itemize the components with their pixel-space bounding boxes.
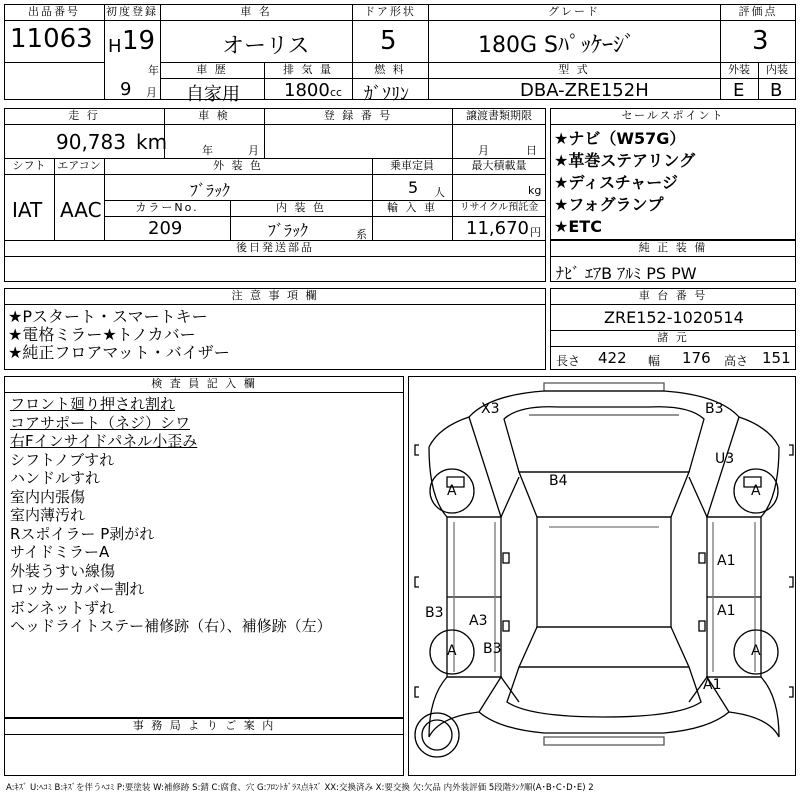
inspector-note: 室内薄汚れ [10,506,86,524]
sales-point-item: ★革巻ステアリング [554,151,696,170]
int-color-suffix: 系 [356,228,367,241]
car-name-label: 車 名 [240,5,272,18]
damage-code-a1: A1 [717,553,736,569]
sales-point-item: ★ナビ（W57G） [554,129,686,148]
inspector-note: ボンネットずれ [10,598,115,617]
door-label: ドア形状 [364,5,416,18]
year: 19 [122,26,156,56]
sales-point-item: ★フォグランプ [554,195,664,214]
equipment-label: 純 正 装 備 [638,241,708,254]
interior-grade: B [770,80,783,101]
inspector-note: 室内内張傷 [10,487,86,506]
attention-item: ★Pスタート・スマートキー [8,307,208,326]
import-label: 輸 入 車 [387,201,437,214]
model: DBA-ZRE152H [520,80,649,101]
attention-item: ★純正フロアマット・バイザー [8,343,230,362]
capacity-label: 乗車定員 [390,159,434,172]
ac: AAC [60,198,102,222]
color-no: 209 [148,218,183,239]
reg-no-label: 登 録 番 号 [323,109,393,122]
sales-points-label: セールスポイント [621,109,725,122]
int-color: ﾌﾞﾗｯｸ [268,221,309,240]
attention-item: ★電格ミラー★トノカバー [8,325,196,344]
fuel-label: 燃 料 [374,63,406,76]
shift: IAT [12,198,43,222]
exterior-label: 外装 [728,63,750,76]
damage-diagram [408,376,796,776]
int-color-label: 内 装 色 [276,201,326,214]
transfer-month-unit: 月 [478,144,489,157]
damage-code-b3: B3 [483,641,502,657]
inspector-note: Rスポイラー P剥がれ [10,524,155,543]
year-unit: 年 [148,64,159,77]
lot-no-label: 出品番号 [28,5,80,18]
chassis-number: ZRE152-1020514 [604,308,744,327]
displacement-unit: cc [330,86,343,99]
damage-code-a: A [751,483,761,499]
lot-no: 11063 [10,24,93,54]
ext-color: ﾌﾞﾗｯｸ [190,181,231,200]
damage-code-a: A [751,643,761,659]
inspector-label: 検 査 員 記 入 欄 [151,377,257,390]
interior-label: 内装 [766,63,788,76]
damage-code-a1: A1 [703,677,722,693]
history-label: 車 歴 [196,63,228,76]
damage-code-b3: B3 [425,605,444,621]
recycle-unit: 円 [530,226,541,239]
transfer-day-unit: 日 [526,144,537,157]
inspector-note: ハンドルすれ [10,469,101,487]
inspector-note: ヘッドライトステー補修跡（右）、補修跡（左） [10,617,332,635]
inspector-note: フロント廻り押され割れ [10,395,176,413]
month-unit: 月 [146,86,157,99]
inspector-note: ロッカーカバー割れ [10,580,145,598]
color-no-label: カラーNo. [135,201,199,214]
inspection-year-unit: 年 [202,144,213,157]
damage-code-x3: X3 [481,401,500,417]
ext-color-label: 外 装 色 [213,159,263,172]
height-label: 高さ [724,354,749,368]
sales-point-item: ★ディスチャージ [554,173,678,192]
recycle-label: リサイクル預託金 [459,202,539,213]
mileage-label: 走 行 [68,109,100,122]
later-parts-label: 後日発送部品 [236,241,314,254]
history: 自家用 [186,84,240,105]
max-load-unit: kg [528,184,542,197]
score: 3 [752,26,769,56]
grade-label: グレード [548,5,600,18]
fuel: ｶﾞｿﾘﾝ [364,84,409,105]
attention-list [8,308,230,362]
recycle: 11,670 [466,218,529,239]
inspector-note: サイドミラーA [10,543,110,561]
height: 151 [762,349,791,367]
exterior-grade: E [733,80,745,101]
inspection-label: 車 検 [198,109,230,122]
shift-label: シフト [12,159,46,172]
damage-code-a: A [447,643,457,659]
mileage-unit: km [136,130,168,154]
car-outline-diagram [409,377,795,775]
inspector-note: コアサポート（ネジ）シワ [10,413,191,432]
length: 422 [598,349,627,367]
car-name: オーリス [222,34,310,59]
mileage: 90,783 [56,130,126,154]
capacity: 5 [408,178,419,197]
displacement: 1800 [284,80,330,101]
inspection-month-unit: 月 [248,144,259,157]
first-reg-label: 初度登録 [106,5,158,18]
damage-code-a1: A1 [717,603,736,619]
grade: 180G Sﾊﾟｯｹｰｼﾞ [478,33,635,58]
sales-point-item: ★ETC [554,217,602,236]
chassis-label: 車 台 番 号 [638,289,708,302]
legend-text: A:ｷｽﾞ U:ﾍｺﾐ B:ｷｽﾞを伴うﾍｺﾐ P:要塗装 W:補修跡 S:錆 C:腐食、穴 G:ﾌﾛﾝﾄｶﾞﾗｽ点ｷｽﾞ XX:交換済み X:要交換 欠:欠品 内外装評価 5段階ﾗﾝｸ順(A･B･C･D･E) 2 [6,783,594,793]
length-label: 長さ [556,354,581,368]
equipment-value: ﾅﾋﾞ ｴｱB ｱﾙﾐ PS PW [556,264,697,283]
damage-code-a3: A3 [469,613,488,629]
month: 9 [120,79,132,100]
inspector-note: 外装うすい線傷 [10,561,116,580]
damage-code-b4: B4 [549,473,568,489]
width: 176 [682,349,711,367]
sales-points-list [554,128,695,238]
ac-label: エアコン [57,159,101,172]
era: H [108,36,122,57]
model-label: 型 式 [558,63,590,76]
attention-label: 注 意 事 項 欄 [231,289,319,302]
capacity-unit: 人 [434,186,445,199]
dims-label: 諸 元 [657,331,689,344]
inspector-note: 右Fインサイドパネル小歪み [10,432,198,450]
doors: 5 [380,26,397,56]
inspector-notes [10,395,332,636]
damage-code-u3: U3 [715,451,735,467]
inspector-note: シフトノブすれ [10,450,115,469]
displacement-label: 排 気 量 [283,63,333,76]
office-label: 事 務 局 よ り ご 案 内 [132,719,276,732]
max-load-label: 最大積載量 [471,159,527,172]
damage-code-a: A [447,483,457,499]
score-label: 評価点 [738,5,778,18]
width-label: 幅 [648,354,661,368]
transfer-label: 譲渡書類期限 [466,109,532,122]
damage-code-b3: B3 [705,401,724,417]
